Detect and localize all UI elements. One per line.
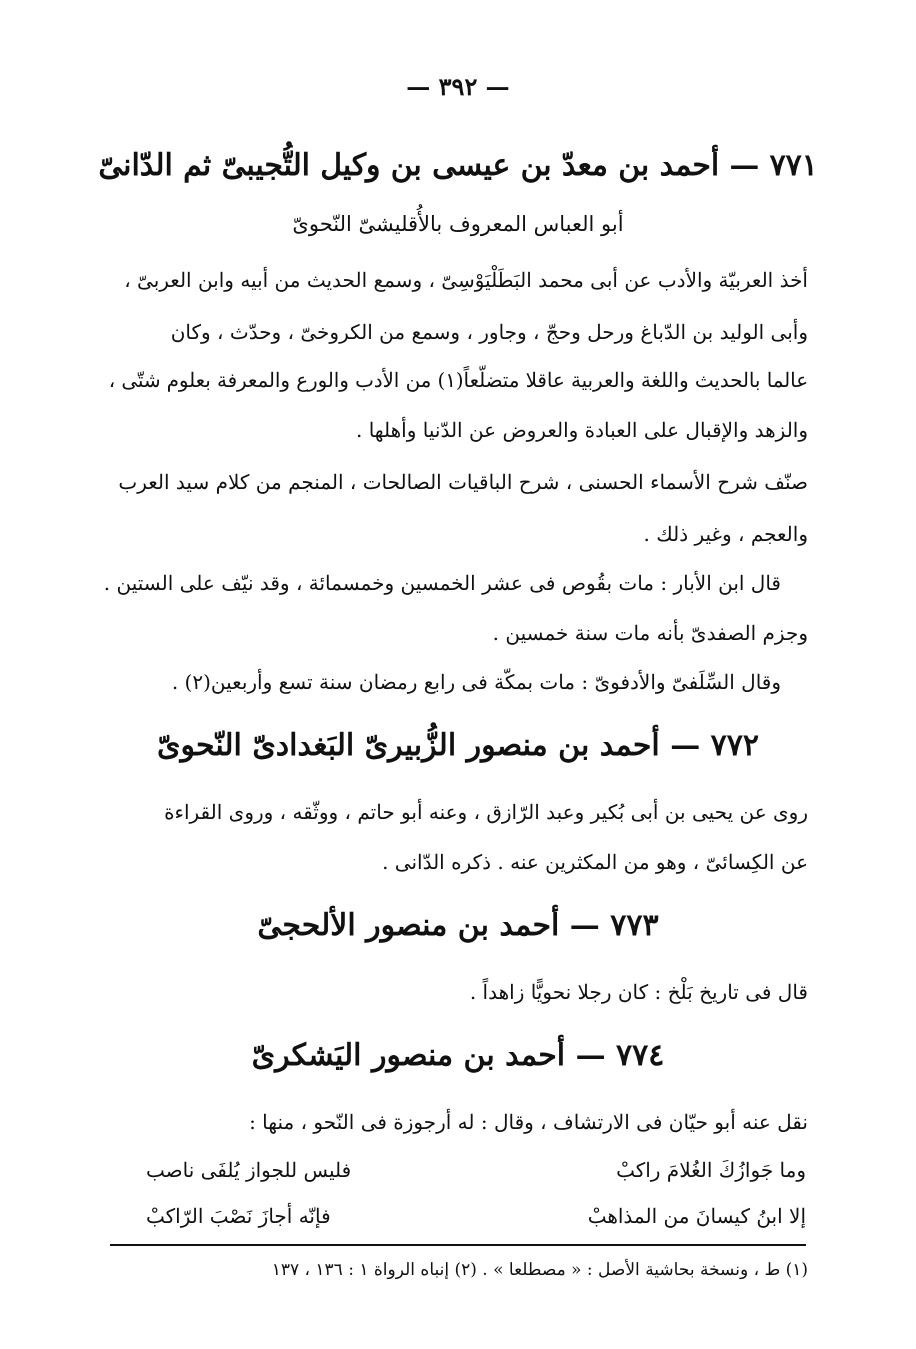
entry-773-heading: ٧٧٣ — أحمد بن منصور الألحجىّ xyxy=(257,908,659,943)
entry-771-subheading: أبو العباس المعروف بالأُقليشىّ النّحوىّ xyxy=(292,212,624,236)
entry-772-line-2: عن الكِسائىّ ، وهو من المكثرين عنه . ذكره الدّانى . xyxy=(382,850,808,874)
entry-774-line-1: نقل عنه أبو حيّان فى الارتشاف ، وقال : له أرجوزة فى النّحو ، منها : xyxy=(249,1110,808,1134)
entry-771-line-1: أخذ العربيّة والأدب عن أبى محمد البَطَلْيَوْسِىّ ، وسمع الحديث من أبيه وابن العربىّ ، xyxy=(124,268,808,292)
entry-771-line-5: صنّف شرح الأسماء الحسنى ، شرح الباقيات الصالحات ، المنجم من كلام سيد العرب xyxy=(118,470,808,494)
footnotes: (١) ط ، ونسخة بحاشية الأصل : « مصطلعا » . (٢) إنباه الرواة ١ : ١٣٦ ، ١٣٧ xyxy=(271,1260,808,1280)
verse-1-first-hemistich: وما جَوازُكَ الغُلامَ راكبْ xyxy=(616,1158,806,1182)
entry-771-heading: ٧٧١ — أحمد بن معدّ بن عيسى بن وكيل التُّجيبىّ ثم الدّانىّ xyxy=(98,148,818,183)
verse-2-second-hemistich: فإنّه أجازَ نَصْبَ الرّاكبْ xyxy=(146,1204,331,1228)
verse-2-first-hemistich: إلا ابنُ كيسانَ من المذاهبْ xyxy=(587,1204,806,1228)
entry-773-line-1: قال فى تاريخ بَلْخ : كان رجلا نحويًّا زاهداً . xyxy=(469,980,808,1004)
entry-772-heading: ٧٧٢ — أحمد بن منصور الزُّبيرىّ البَغدادىّ النّحوىّ xyxy=(157,728,759,763)
entry-774-heading: ٧٧٤ — أحمد بن منصور اليَشكرىّ xyxy=(251,1038,665,1073)
entry-771-line-7: قال ابن الأبار : مات بقُوص فى عشر الخمسين وخمسمائة ، وقد نيّف على الستين . xyxy=(103,571,781,595)
page-number: — ٣٩٢ — xyxy=(406,72,510,101)
entry-771-line-4: والزهد والإقبال على العبادة والعروض عن الدّنيا وأهلها . xyxy=(355,418,808,442)
verse-1-second-hemistich: فليس للجواز يُلفَى ناصب xyxy=(146,1158,352,1182)
entry-771-line-6: والعجم ، وغير ذلك . xyxy=(643,522,808,546)
entry-772-line-1: روى عن يحيى بن أبى بُكير وعبد الرّازق ، وعنه أبو حاتم ، ووثّقه ، وروى القراءة xyxy=(164,800,808,824)
entry-771-line-9: وقال السِّلَفىّ والأدفوىّ : مات بمكّة فى رابع رمضان سنة تسع وأربعين(٢) . xyxy=(171,670,781,694)
entry-771-line-3: عالما بالحديث واللغة والعربية عاقلا متضلّعاً(١) من الأدب والورع والمعرفة بعلوم شتّى ، xyxy=(108,369,808,392)
footnote-separator xyxy=(110,1244,806,1246)
entry-771-line-8: وجزم الصفدىّ بأنه مات سنة خمسين . xyxy=(492,621,808,645)
entry-771-line-2: وأبى الوليد بن الدّباغ ورحل وحجّ ، وجاور ، وسمع من الكروخىّ ، وحدّث ، وكان xyxy=(170,320,808,344)
